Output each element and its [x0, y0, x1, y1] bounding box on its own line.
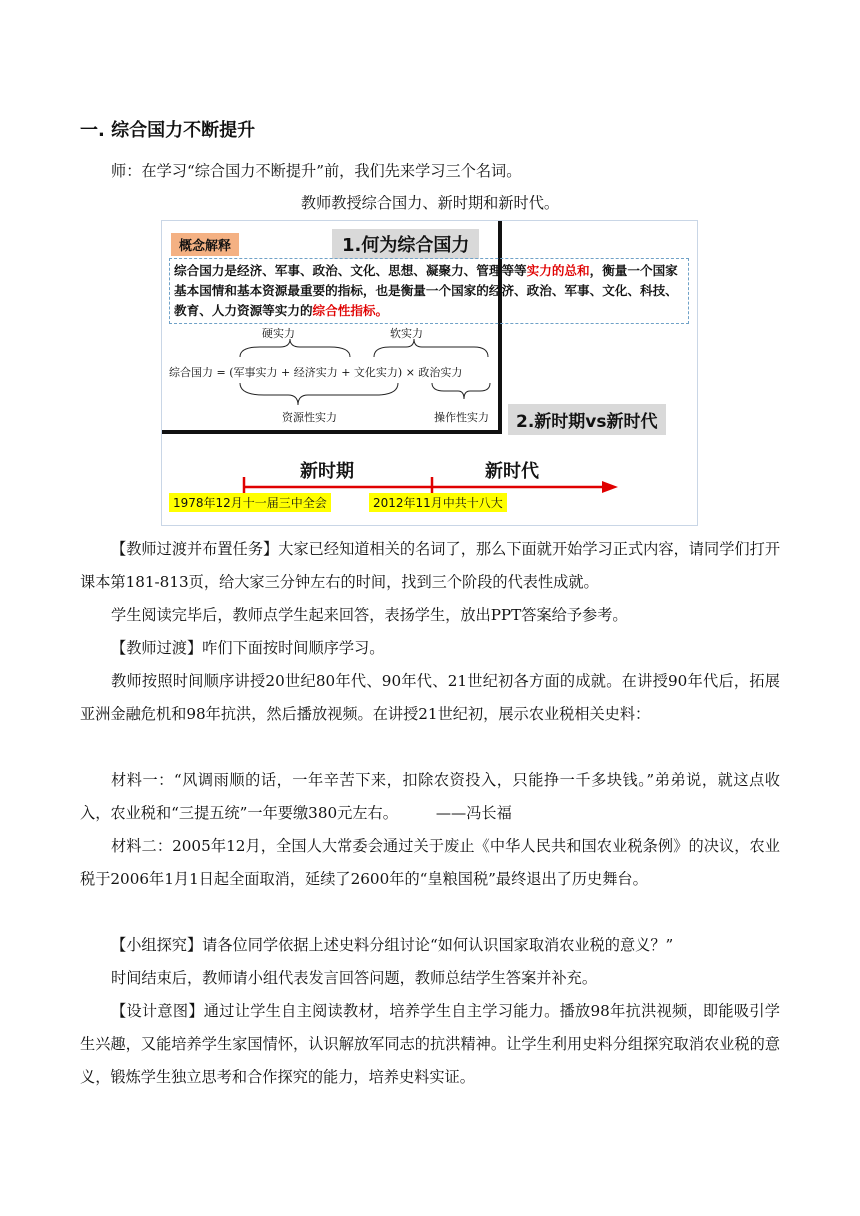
definition-box [169, 258, 689, 324]
formula-text: 综合国力 = (军事实力 + 经济实力 + 文化实力) × 政治实力 [169, 366, 463, 379]
operation-power-label: 操作性实力 [434, 411, 489, 424]
teacher-note: 教师教授综合国力、新时期和新时代。 [300, 194, 560, 212]
figure-title-1: 1.何为综合国力 [332, 229, 479, 259]
paragraph-lecture: 教师按照时间顺序讲授20世纪80年代、90年代、21世纪初各方面的成就。在讲授90年代后，拓展亚洲金融危机和98年抗洪，然后播放视频。在讲授21世纪初，展示农业税相关史料： [80, 672, 780, 723]
concept-figure [161, 220, 698, 526]
section-heading: 一. 综合国力不断提升 [80, 120, 256, 141]
definition-text-b: ，衡量一个国家基本国情和基本资源最重要的指标，也是衡量一个国家的经济、政治、军事、文化、科技、教育、人力资源等实力的 [174, 263, 678, 318]
paragraph-material-1: 材料一：“风调雨顺的话，一年辛苦下来，扣除农资投入，只能挣一千多块钱。”弟弟说，就这点收入，农业税和“三提五统”一年要缴380元左右。 ——冯长福 [80, 771, 780, 822]
hard-power-label: 硬实力 [262, 327, 295, 340]
paragraph-summary: 时间结束后，教师请小组代表发言回答问题，教师总结学生答案并补充。 [111, 969, 597, 987]
figure-title-2: 2.新时期vs新时代 [508, 404, 666, 435]
paragraph-group-inquiry: 【小组探究】请各位同学依据上述史料分组讨论“如何认识国家取消农业税的意义？” [111, 936, 674, 954]
soft-power-label: 软实力 [390, 327, 423, 340]
resource-power-label: 资源性实力 [282, 411, 337, 424]
paragraph-answer: 学生阅读完毕后，教师点学生起来回答，表扬学生，放出PPT答案给予参考。 [111, 606, 628, 624]
concept-tag: 概念解释 [171, 233, 239, 256]
definition-highlight-2: 综合性指标。 [312, 303, 389, 318]
intro-paragraph: 师：在学习“综合国力不断提升”前，我们先来学习三个名词。 [111, 162, 522, 180]
paragraph-material-2: 材料二：2005年12月，全国人大常委会通过关于废止《中华人民共和国农业税条例》的决议，农业税于2006年1月1日起全面取消，延续了2600年的“皇粮国税”最终退出了历史舞台。 [80, 837, 780, 888]
paragraph-task: 【教师过渡并布置任务】大家已经知道相关的名词了，那么下面就开始学习正式内容，请同学们打开课本第181-813页，给大家三分钟左右的时间，找到三个阶段的代表性成就。 [80, 540, 780, 591]
date-label-2012: 2012年11月中共十八大 [369, 493, 507, 512]
era-new-era: 新时代 [485, 461, 539, 482]
era-new-period: 新时期 [300, 461, 354, 482]
paragraph-design-intent: 【设计意图】通过让学生自主阅读教材，培养学生自主学习能力。播放98年抗洪视频，即能吸引学生兴趣，又能培养学生家国情怀，认识解放军同志的抗洪精神。让学生利用史料分组探究取消农业税的意义，锻炼学生独立思考和合作探究的能力，培养史料实证。 [80, 1002, 780, 1086]
definition-text-a: 综合国力是经济、军事、政治、文化、思想、凝聚力、管理等等 [174, 263, 527, 278]
date-label-1978: 1978年12月十一届三中全会 [169, 493, 331, 512]
definition-highlight-1: 实力的总和 [526, 263, 590, 278]
paragraph-transition: 【教师过渡】咋们下面按时间顺序学习。 [111, 639, 385, 657]
formula-diagram [162, 321, 502, 431]
